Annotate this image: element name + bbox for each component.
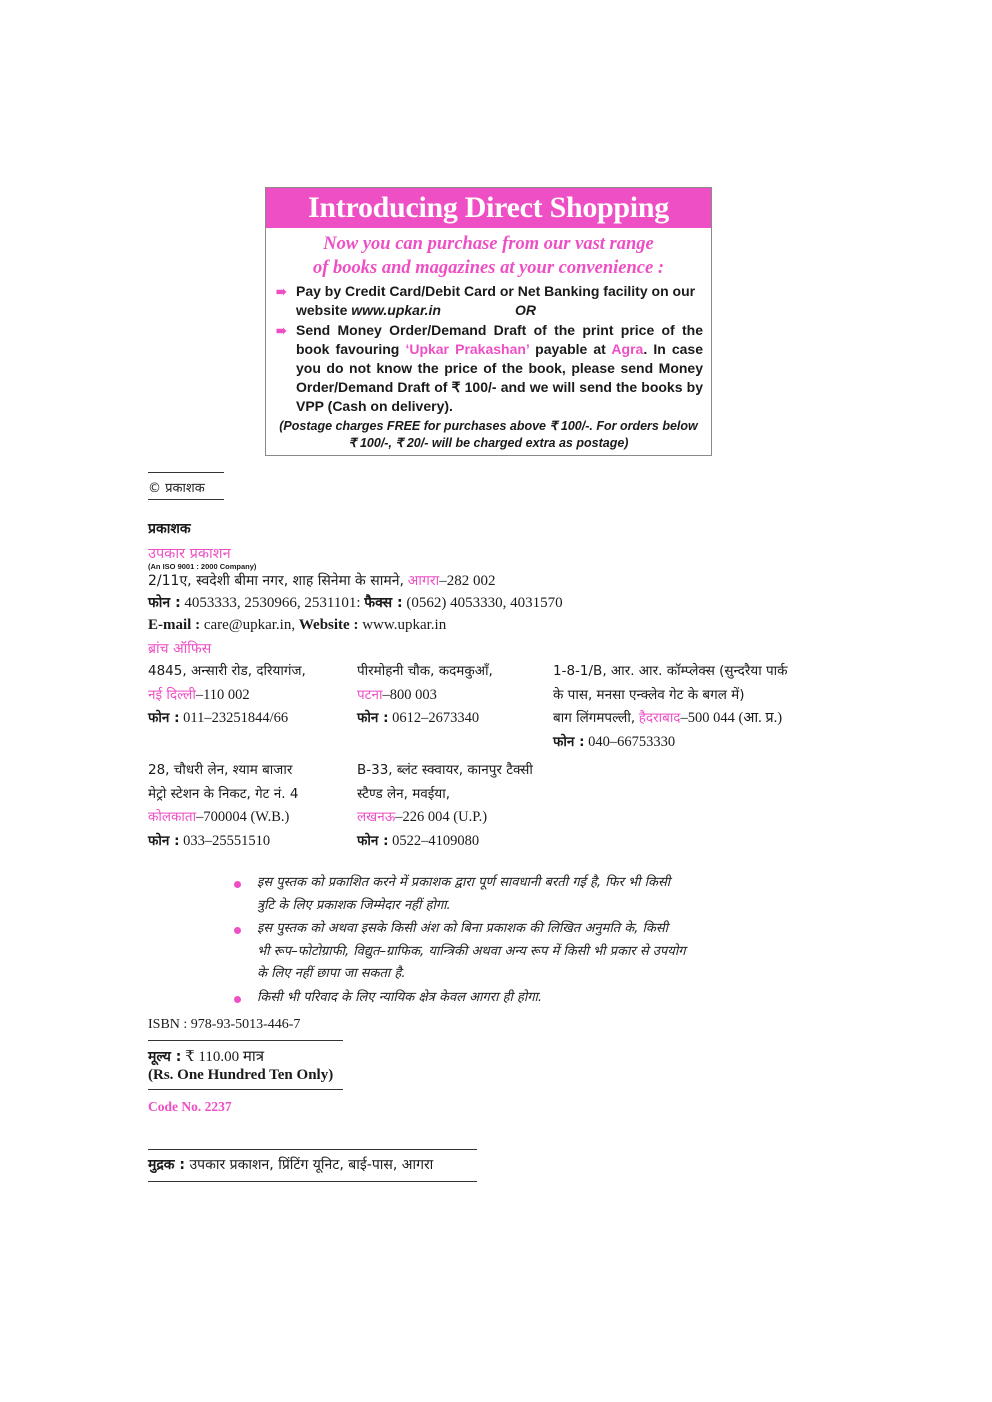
list-item: किसी भी परिवाद के लिए न्यायिक क्षेत्र केवल आगरा ही होगा.: [234, 987, 734, 1010]
email-link[interactable]: care@upkar.in,: [203, 617, 296, 633]
intro-line-2: of books and magazines at your convenience :: [313, 258, 664, 278]
arrow-bullet-icon: ➠: [276, 284, 287, 299]
list-item: इस पुस्तक को अथवा इसके किसी अंश को बिना प्रकाशक की लिखित अनुमति के, किसी भी रूप–फोटोग्राफी, विद्युत–ग्राफिक, यान्त्रिकी अथवा अन्य रूप में किसी भी प्रकार से उपयोग के लिए नहीं छापा जा सकता है.: [234, 918, 734, 986]
divider: [148, 472, 224, 473]
divider: [148, 1089, 343, 1090]
payment-option-money-order: ➠ Send Money Order/Demand Draft of the print price of the book favouring ‘Upkar Prakashan’ payable at Agra. In case you do not know the price of the book, please send Money Order/Demand Draft of ₹ 100/- and we will send the books by VPP (Cash on delivery).: [276, 322, 703, 414]
code-number: Code No. 2237: [148, 1099, 232, 1114]
price: मूल्य : ₹ 110.00 मात्र: [148, 1049, 264, 1065]
payable-city: Agra: [611, 341, 644, 357]
payment-option-online: ➠ Pay by Credit Card/Debit Card or Net Banking facility on our website www.upkar.in OR: [276, 283, 696, 318]
publisher-email-website: E-mail : care@upkar.in, Website : www.upkar.in: [148, 617, 447, 633]
bullet-dot-icon: [234, 881, 241, 888]
divider: [148, 1149, 477, 1150]
direct-shopping-box: [265, 187, 712, 456]
favour-name: ‘Upkar Prakashan’: [405, 341, 530, 357]
publisher-heading: प्रकाशक: [148, 521, 191, 537]
website-link[interactable]: www.upkar.in: [362, 617, 447, 633]
isbn: ISBN : 978-93-5013-446-7: [148, 1017, 301, 1032]
price-in-words: (Rs. One Hundred Ten Only): [148, 1067, 334, 1083]
publisher-phone-fax: फोन : 4053333, 2530966, 2531101: फैक्स : (0562) 4053330, 4031570: [148, 595, 563, 611]
list-item: इस पुस्तक को प्रकाशित करने में प्रकाशक द्वारा पूर्ण सावधानी बरती गई है, फिर भी किसी त्रुटि के लिए प्रकाशक जिम्मेदार नहीं होगा.: [234, 872, 734, 917]
intro-line-1: Now you can purchase from our vast range: [323, 234, 654, 254]
divider: [148, 1181, 477, 1182]
divider: [148, 1040, 343, 1041]
divider: [148, 499, 224, 500]
branch-kolkata: 28, चौधरी लेन, श्याम बाजार मेट्रो स्टेशन के निकट, गेट नं. 4 कोलकाता–700004 (W.B.) फोन : 033–25551510: [148, 762, 299, 849]
postage-note: (Postage charges FREE for purchases above ₹ 100/-. For orders below ₹ 100/-, ₹ 20/- will be charged extra as postage): [279, 419, 698, 450]
iso-note: (An ISO 9001 : 2000 Company): [148, 562, 257, 571]
branch-lucknow: B-33, ब्लंट स्क्वायर, कानपुर टैक्सी स्टैण्ड लेन, मवईया, लखनऊ–226 004 (U.P.) फोन : 0522–4109080: [357, 762, 533, 849]
branch-delhi: 4845, अन्सारी रोड, दरियागंज, नई दिल्ली–110 002 फोन : 011–23251844/66: [148, 663, 306, 726]
arrow-bullet-icon: ➠: [276, 323, 287, 338]
branch-office-heading: ब्रांच ऑफिस: [148, 641, 212, 657]
website-link[interactable]: www.upkar.in: [351, 302, 441, 318]
bullet-dot-icon: [234, 996, 241, 1003]
printer-info: मुद्रक : उपकार प्रकाशन, प्रिंटिंग यूनिट, बाई-पास, आगरा: [148, 1157, 434, 1173]
disclaimer-notes: [234, 872, 734, 1009]
copyright-notice: © प्रकाशक: [148, 481, 205, 496]
publisher-name: उपकार प्रकाशन: [148, 546, 231, 562]
shop-box-intro: [266, 232, 711, 280]
shop-box-title: Introducing Direct Shopping: [266, 188, 711, 228]
bullet-dot-icon: [234, 927, 241, 934]
publisher-address: 2/11ए, स्वदेशी बीमा नगर, शाह सिनेमा के सामने, आगरा–282 002: [148, 573, 496, 589]
branch-hyderabad: 1-8-1/B, आर. आर. कॉम्प्लेक्स (सुन्दरैया पार्क के पास, मनसा एन्क्लेव गेट के बगल में) बाग लिंगमपल्ली, हैदराबाद–500 044 (आ. प्र.) फोन : 040–66753330: [553, 663, 788, 750]
branch-patna: पीरमोहनी चौक, कदमकुआँ, पटना–800 003 फोन : 0612–2673340: [357, 663, 493, 726]
